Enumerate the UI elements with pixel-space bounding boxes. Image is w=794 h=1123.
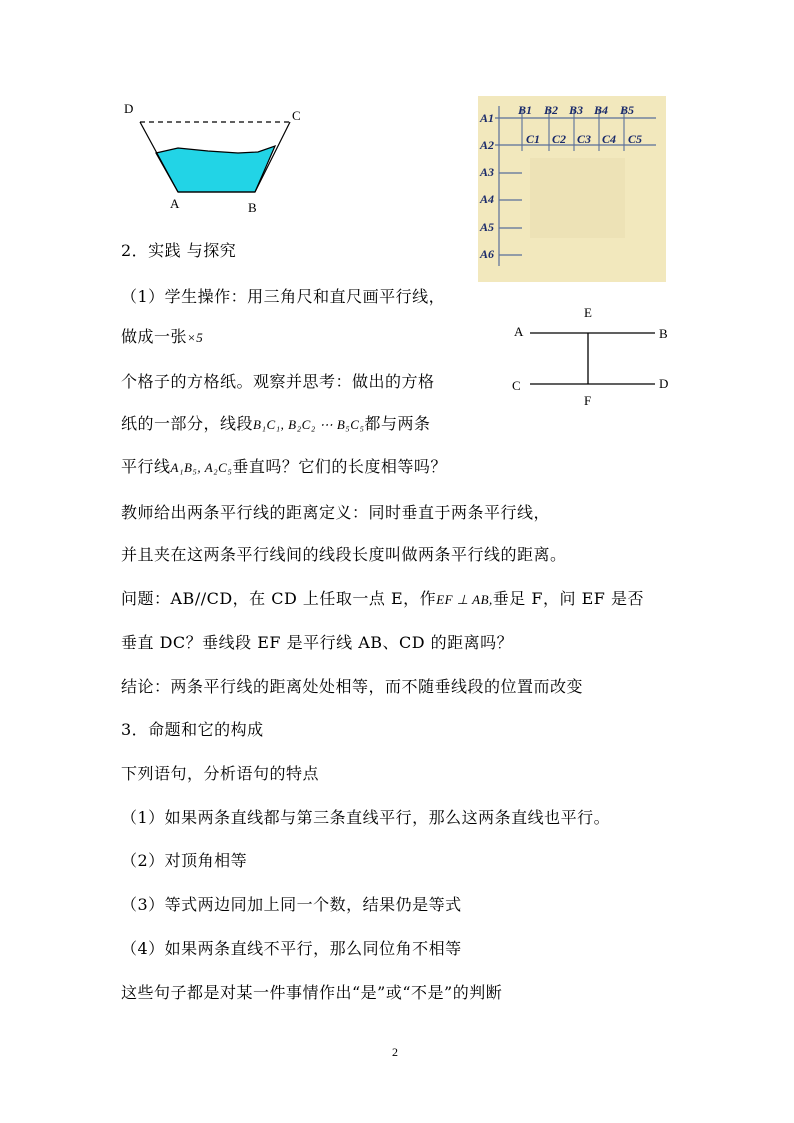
label-a: A bbox=[514, 324, 524, 339]
grid-label-b3: B3 bbox=[569, 103, 584, 117]
paragraph-line: 垂直 DC？垂线段 EF 是平行线 AB、CD 的距离吗？ bbox=[121, 633, 514, 652]
trough-diagram bbox=[118, 95, 318, 220]
paragraph-line bbox=[121, 414, 430, 435]
paragraph-line bbox=[121, 327, 203, 348]
label-c: C bbox=[512, 378, 521, 393]
math-run: EF ⊥ AB, bbox=[436, 592, 493, 607]
grid-label-a1: A1 bbox=[480, 111, 495, 125]
label-b: B bbox=[659, 326, 668, 341]
grid-label-b4: B4 bbox=[594, 103, 609, 117]
list-item: （1）如果两条直线都与第三条直线平行，那么这两条直线也平行。 bbox=[121, 808, 611, 827]
grid-label-c4: C4 bbox=[602, 132, 617, 146]
text-run: 问题：AB//CD，在 CD 上任取一点 E，作 bbox=[121, 589, 437, 608]
text-run: 垂足 F，问 EF 是否 bbox=[492, 589, 644, 608]
text-run: 纸的一部分，线段 bbox=[121, 414, 254, 433]
text-run: 都与两条 bbox=[364, 414, 431, 433]
grid-label-a2: A2 bbox=[480, 138, 495, 152]
paragraph-line: 教师给出两条平行线的距离定义：同时垂直于两条平行线， bbox=[121, 503, 551, 522]
text-run: 垂直吗？它们的长度相等吗？ bbox=[232, 457, 447, 476]
grid-label-c1: C1 bbox=[526, 132, 541, 146]
paragraph-line bbox=[121, 589, 644, 610]
math-run: A₁B₅, A₂C₅ bbox=[170, 460, 233, 475]
parallel-lines-figure bbox=[505, 300, 685, 415]
grid-label-b1: B1 bbox=[518, 103, 533, 117]
list-item: （3）等式两边同加上同一个数，结果仍是等式 bbox=[121, 895, 462, 914]
grid-paper-diagram bbox=[478, 96, 666, 282]
label-e: E bbox=[584, 305, 592, 320]
list-item: （4）如果两条直线不平行，那么同位角不相等 bbox=[121, 939, 462, 958]
grid-label-c3: C3 bbox=[577, 132, 592, 146]
grid-label-b5: B5 bbox=[620, 103, 635, 117]
math-run: ×5 bbox=[187, 330, 204, 345]
grid-label-a5: A5 bbox=[480, 220, 495, 234]
conclusion-line: 结论：两条平行线的距离处处相等，而不随垂线段的位置而改变 bbox=[121, 677, 584, 696]
grid-label-b2: B2 bbox=[544, 103, 559, 117]
grid-label-a4: A4 bbox=[480, 192, 495, 206]
paragraph-line: 下列语句，分析语句的特点 bbox=[121, 764, 320, 783]
label-a: A bbox=[170, 196, 180, 211]
label-c: C bbox=[292, 108, 301, 123]
math-run: B₁C₁, B₂C₂ ⋯ B₅C₅ bbox=[253, 417, 365, 432]
grid-label-a6: A6 bbox=[480, 247, 495, 261]
parallel-lines-diagram bbox=[505, 300, 685, 415]
label-d: D bbox=[124, 101, 134, 116]
grid-label-c2: C2 bbox=[552, 132, 567, 146]
text-run: 做成一张 bbox=[121, 327, 188, 346]
paragraph-line: 并且夹在这两条平行线间的线段长度叫做两条平行线的距离。 bbox=[121, 545, 567, 564]
grid-paper-figure bbox=[478, 96, 666, 282]
text-run: 平行线 bbox=[121, 457, 171, 476]
paragraph-line: 这些句子都是对某一件事情作出“是”或“不是”的判断 bbox=[121, 983, 503, 1002]
paragraph-line bbox=[121, 457, 447, 478]
label-b: B bbox=[248, 200, 257, 215]
grid-label-c5: C5 bbox=[628, 132, 643, 146]
heading-practice: 2．实践 与探究 bbox=[121, 241, 237, 260]
list-item: （2）对顶角相等 bbox=[121, 851, 248, 870]
grid-label-a3: A3 bbox=[480, 165, 495, 179]
label-d: D bbox=[659, 376, 669, 391]
page-number: 2 bbox=[392, 1045, 398, 1059]
label-f: F bbox=[584, 393, 592, 408]
heading-proposition: 3．命题和它的构成 bbox=[121, 720, 264, 739]
paragraph-line: （1）学生操作：用三角尺和直尺画平行线， bbox=[121, 287, 446, 306]
trough-figure bbox=[118, 95, 318, 220]
faint-text-block bbox=[530, 158, 625, 238]
paragraph-line: 个格子的方格纸。观察并思考：做出的方格 bbox=[121, 372, 435, 391]
